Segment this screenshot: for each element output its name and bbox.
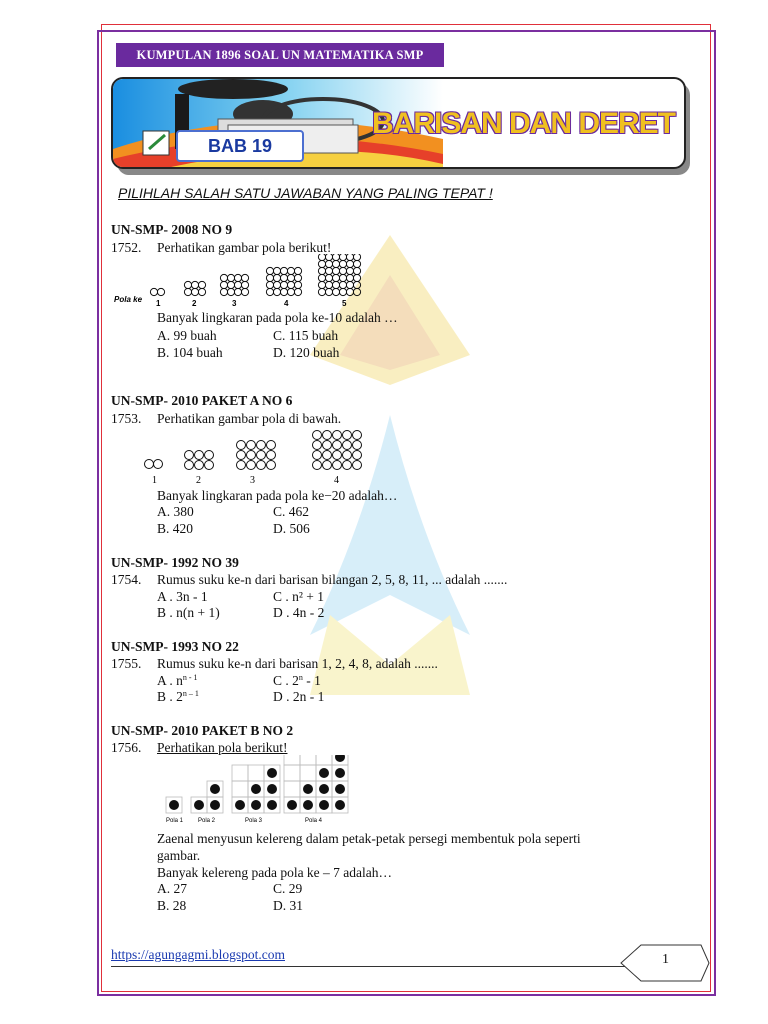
q1756-option-b[interactable]: B. 28 <box>157 898 187 913</box>
q1754-option-c[interactable]: C . n² + 1 <box>273 589 325 604</box>
q1753-source: UN-SMP- 2010 PAKET A NO 6 <box>111 393 293 408</box>
pattern-4 <box>266 267 301 295</box>
label-2: 2 <box>196 475 201 486</box>
q1755-stem <box>111 656 438 672</box>
q1756-option-a[interactable]: A. 27 <box>157 881 187 896</box>
pattern-5 <box>318 254 360 296</box>
q1755-number: 1755. <box>111 656 142 671</box>
q1756-option-c[interactable]: C. 29 <box>273 881 303 896</box>
page-number-badge <box>611 940 711 986</box>
book-title-band: KUMPULAN 1896 SOAL UN MATEMATIKA SMP <box>116 43 444 67</box>
q1756-question-1: Zaenal menyusun kelereng dalam petak-petak persegi membentuk pola seperti <box>157 831 581 846</box>
pattern-3 <box>237 441 276 470</box>
q1754-stem <box>111 572 507 588</box>
q1753-circle-pattern <box>140 427 380 487</box>
q1752-circle-pattern <box>114 254 374 310</box>
label-4: 4 <box>334 475 339 486</box>
chapter-title: BARISAN DAN DERET <box>372 107 676 140</box>
q1754-option-d[interactable]: D . 4n - 2 <box>273 605 325 620</box>
label-1: 1 <box>156 299 161 308</box>
q1754-text: Rumus suku ke-n dari barisan bilangan 2, 5, 8, 11, ... adalah ....... <box>157 572 508 587</box>
q1754-option-a[interactable]: A . 3n - 1 <box>157 589 208 604</box>
q1756-marble-pattern <box>163 755 353 825</box>
pattern-1 <box>150 288 164 295</box>
pola-4-label: Pola 4 <box>305 818 323 824</box>
q1752-option-b[interactable]: B. 104 buah <box>157 345 223 360</box>
label-1: 1 <box>152 475 157 486</box>
q1755-option-b[interactable]: B . 2$^{n - 1}$ <box>157 689 199 704</box>
label-2: 2 <box>192 299 197 308</box>
q1755-option-c[interactable]: C . 2$^n$ - 1 <box>273 673 321 688</box>
q1756-number: 1756. <box>111 740 142 755</box>
label-3: 3 <box>250 475 255 486</box>
pattern-3 <box>220 274 248 295</box>
q1752-option-c[interactable]: C. 115 buah <box>273 328 339 343</box>
q1754-number: 1754. <box>111 572 142 587</box>
q1754-option-b[interactable]: B . n(n + 1) <box>157 605 220 620</box>
q1752-source: UN-SMP- 2008 NO 9 <box>111 222 233 237</box>
pattern-1 <box>145 460 163 469</box>
q1752-option-a[interactable]: A. 99 buah <box>157 328 217 343</box>
q1756-question-2: Banyak kelereng pada pola ke – 7 adalah… <box>157 865 393 880</box>
q1756-source: UN-SMP- 2010 PAKET B NO 2 <box>111 723 294 738</box>
label-5: 5 <box>342 299 347 308</box>
q1755-source: UN-SMP- 1993 NO 22 <box>111 639 239 654</box>
q1753-option-d[interactable]: D. 506 <box>273 521 310 536</box>
page-number: 1 <box>662 952 669 967</box>
chapter-number: BAB 19 <box>176 130 304 162</box>
q1756-stem <box>111 740 287 756</box>
q1753-option-a[interactable]: A. 380 <box>157 504 194 519</box>
q1755-option-a[interactable]: A . $n^{n - 1}$ <box>157 673 198 688</box>
q1755-option-d[interactable]: D . 2n - 1 <box>273 689 325 704</box>
label-4: 4 <box>284 299 289 308</box>
blog-link[interactable]: https://agungagmi.blogspot.com <box>111 947 285 962</box>
q1753-option-c[interactable]: C. 462 <box>273 504 310 519</box>
pattern-4 <box>313 431 362 470</box>
q1753-number: 1753. <box>111 411 142 426</box>
q1756-text: Perhatikan pola berikut! <box>157 740 288 755</box>
pattern-2 <box>185 451 214 470</box>
pola-2-label: Pola 2 <box>198 818 216 824</box>
q1753-option-b[interactable]: B. 420 <box>157 521 194 536</box>
pola-3-label: Pola 3 <box>245 818 263 824</box>
q1752-number: 1752. <box>111 240 142 255</box>
q1756-question-1b: gambar. <box>157 848 201 863</box>
q1752-option-d[interactable]: D. 120 buah <box>273 345 340 360</box>
q1752-text: Perhatikan gambar pola berikut! <box>157 240 332 255</box>
q1756-option-d[interactable]: D. 31 <box>273 898 303 913</box>
q1754-source: UN-SMP- 1992 NO 39 <box>111 555 239 570</box>
q1755-text: Rumus suku ke-n dari barisan 1, 2, 4, 8, adalah ....... <box>157 656 438 671</box>
q1752-question: Banyak lingkaran pada pola ke-10 adalah … <box>157 310 398 325</box>
q1753-question: Banyak lingkaran pada pola ke−20 adalah… <box>157 488 398 503</box>
pattern-2 <box>184 281 205 295</box>
label-3: 3 <box>232 299 237 308</box>
q1753-text: Perhatikan gambar pola di bawah. <box>157 411 342 426</box>
pola-1-label: Pola 1 <box>166 818 184 824</box>
pola-ke-label: Pola ke <box>114 295 143 304</box>
q1753-stem <box>111 411 341 427</box>
instruction-text: PILIHLAH SALAH SATU JAWABAN YANG PALING TEPAT ! <box>118 185 493 201</box>
